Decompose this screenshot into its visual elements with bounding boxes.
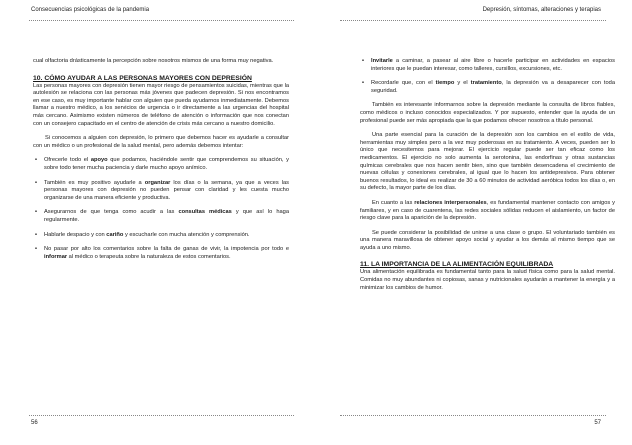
- paragraph-relationships: En cuanto a las relaciones interpersonales, es fundamental mantener contacto con amigos y familiares, y en caso de cuarentena, las redes sociales sólidas reducen el aislamiento, un factor de riesgo clave para la aparición de la depresión.: [360, 199, 616, 222]
- list-item: • Recordarle que, con el tiempo y el tratamiento, la depresión va a desaparecer con toda seguridad.: [362, 80, 616, 94]
- bullet-icon: •: [35, 179, 37, 186]
- paragraph-information: También es interesante informarnos sobre la depresión mediante la consulta de libros fiables, como médicos o incluso conocidos especializados. Y por supuesto, entender que la ayuda de un profesional puede ser más apropiada que la que podamos ofrecer nosotros a título personal.: [360, 102, 615, 124]
- list-item: • También es muy positivo ayudarle a organizar los días o la semana, ya que a veces las personas mayores con depresión no pueden pensar con claridad y les cuesta mucho organizarse de una manera eficiente y productiva.: [35, 179, 289, 201]
- list-item: • Invitarle a caminar, a pasear al aire libre o hacerle participar en actividades en espacios interiores que le puedan interesar, como talleres, cursillos, excursiones, etc.: [362, 58, 615, 72]
- help-list-continued: [360, 58, 615, 95]
- bullet-icon: •: [35, 231, 37, 238]
- right-page: [316, 0, 632, 445]
- paragraph-nutrition: Una alimentación equilibrada es fundamental tanto para la salud física como para la salud mental. Comidas no muy abundantes ni copiosas, sanas y nutricionales ayudarán a mantener la energía y a minimizar los cambios de humor.: [360, 269, 615, 291]
- footer-rule-right: [340, 415, 606, 416]
- page-number-left: 56: [31, 420, 38, 426]
- left-body: [33, 58, 289, 261]
- help-list: [33, 157, 289, 261]
- bullet-icon: •: [362, 58, 364, 64]
- header-rule-left: [29, 20, 294, 21]
- intro-paragraph: cual olfactoria drásticamente la percepción sobre nosotros mismos de una forma muy negativa.: [33, 58, 274, 64]
- header-rule-right: [340, 20, 606, 21]
- list-item: • Asegurarnos de que tenga como acudir a las consultas médicas y que así lo haga regularmente.: [35, 209, 289, 223]
- bullet-icon: •: [35, 157, 37, 164]
- bullet-icon: •: [362, 80, 364, 87]
- running-head-left: Consecuencias psicológicas de la pandemia: [31, 7, 150, 13]
- paragraph-suicide-risk: Las personas mayores con depresión tienen mayor riesgo de pensamientos suicidas, mientras que la autolesión se relaciona con las personas más jóvenes que padecen depresión. Si nos encontramos en ese caso, es muy importante hablar con alguien que pueda ayudarnos inmediatamente. Debemos llamar a nuestro médico, a los servicios de urgencia o ir directamente a las urgencias del hospital más cercano. Asimismo existen números de teléfono de atención o información que nos conectan con un consejero capacitado en el centro de atención de crisis más cercano a nuestro domicilio.: [33, 82, 289, 127]
- section-heading-11: 11. LA IMPORTANCIA DE LA ALIMENTACIÓN EQUILIBRADA: [360, 261, 554, 269]
- paragraph-help-intro: Si conocemos a alguien con depresión, lo primero que debemos hacer es ayudarle a consultar con un médico o un profesional de la salud mental, pero además debemos intentar:: [33, 135, 289, 149]
- page-number-right: 57: [594, 420, 601, 426]
- section-heading-10: 10. CÓMO AYUDAR A LAS PERSONAS MAYORES CON DEPRESIÓN: [33, 74, 252, 82]
- list-item: • Ofrecerle todo el apoyo que podamos, haciéndole sentir que comprendemos su situación, y sobre todo tener mucha paciencia y darle mucho apoyo anímico.: [35, 157, 289, 171]
- list-item: • Hablarle despacio y con cariño y escucharle con mucha atención y comprensión.: [35, 231, 250, 238]
- bullet-icon: •: [35, 209, 37, 216]
- list-item: • No pasar por alto los comentarios sobre la falta de ganas de vivir, la impotencia por todo e informar al médico o terapeuta sobre la naturaleza de estos comentarios.: [35, 246, 289, 260]
- footer-rule-left: [29, 415, 294, 416]
- bullet-icon: •: [35, 246, 37, 253]
- running-head-right: Depresión, síntomas, alteraciones y terapias: [482, 7, 601, 13]
- paragraph-lifestyle: Una parte esencial para la curación de la depresión son los cambios en el estilo de vida, herramientas muy simples pero a la vez muy poderosas en su tratamiento. A veces, pueden ser lo único que necesitemos para mejorar. El ejercicio regular puede ser tan eficaz como los medicamentos. El ejercicio no solo aumenta la serotonina, las endorfinas y otras sustancias químicas cerebrales que nos hacen sentir bien, sino que también desencadena el crecimiento de nuevas células y conexiones cerebrales, al igual que lo hacen los antidepresivos. Para obtener buenos resultados, lo ideal es realizar de 30 a 60 minutos de actividad aeróbica todos los días o, en su defecto, la mayor parte de los días.: [360, 132, 615, 192]
- right-body: [360, 58, 615, 292]
- paragraph-volunteering: Se puede considerar la posibilidad de unirse a una clase o grupo. El voluntariado también es una manera maravillosa de obtener apoyo social y ayudar a los demás al mismo tiempo que se ayuda a uno mismo.: [360, 229, 615, 251]
